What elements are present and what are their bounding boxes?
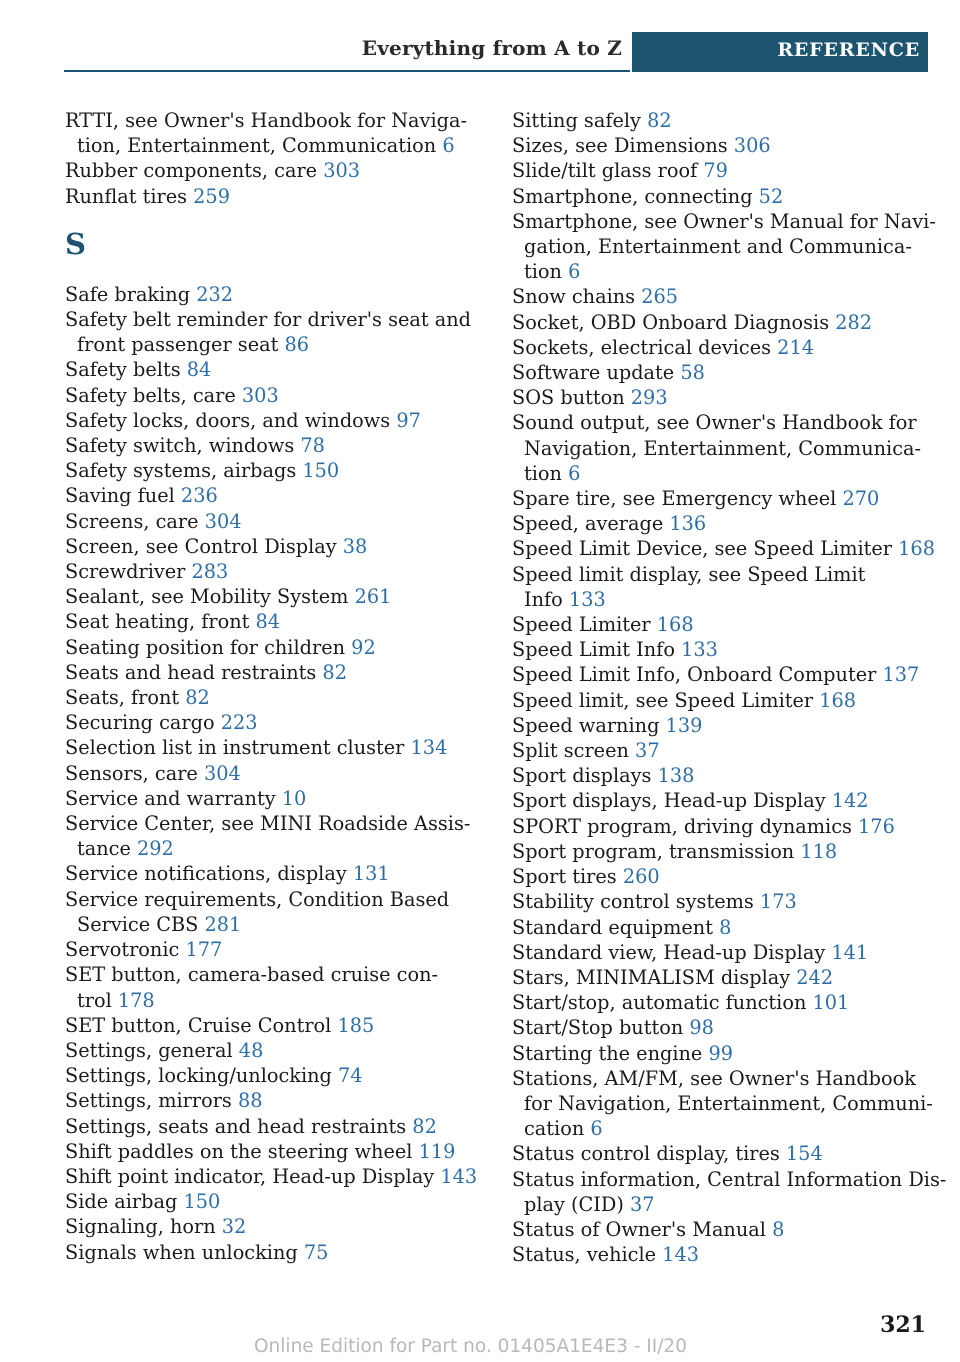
index-entry — [512, 763, 932, 788]
edition-footer: Online Edition for Part no. 01405A1E4E3 - II/20 — [254, 1336, 687, 1357]
index-entry — [512, 310, 932, 335]
page-reference-link[interactable]: 98 — [689, 1016, 714, 1040]
index-entry — [512, 612, 932, 637]
page-reference-link[interactable]: 79 — [703, 159, 728, 183]
index-entry — [512, 511, 932, 536]
entry-text: Saving fuel — [65, 484, 181, 508]
entry-text: Sport tires — [512, 865, 623, 889]
page-reference-link[interactable]: 38 — [342, 534, 368, 558]
entry-text: Socket, OBD Onboard Diagnosis — [512, 310, 836, 334]
index-entry — [65, 1013, 465, 1038]
page-reference-link[interactable]: 137 — [882, 663, 920, 687]
page-reference-link[interactable]: 8 — [772, 1217, 785, 1241]
index-entry — [512, 1015, 932, 1040]
index-entry — [512, 864, 932, 889]
entry-text: RTTI, see Owner's Handbook for Naviga- — [65, 109, 467, 132]
page-reference-link[interactable]: 292 — [137, 837, 174, 861]
entry-text: Speed, average — [512, 512, 670, 536]
entry-text: Speed Limiter — [512, 613, 657, 637]
entry-text: Slide/tilt glass roof — [512, 159, 704, 183]
index-entry — [512, 1217, 932, 1242]
index-entry — [512, 940, 932, 965]
index-entry — [65, 861, 465, 886]
entry-text: Starting the engine — [512, 1041, 709, 1065]
index-entry — [512, 284, 932, 309]
entry-text: SPORT program, driving dynamics — [512, 814, 859, 838]
index-entry — [512, 662, 932, 687]
entry-text: Securing cargo — [65, 711, 221, 735]
page-reference-link[interactable]: 150 — [302, 459, 340, 483]
entry-text: Sport program, transmission — [512, 839, 801, 863]
index-entry — [512, 990, 932, 1015]
page-reference-link[interactable]: 74 — [338, 1064, 363, 1088]
page-reference-link[interactable]: 303 — [241, 383, 279, 407]
entry-text: Status information, Central Information Dis- — [512, 1167, 947, 1191]
entry-text: Smartphone, see Owner's Manual for Navi- — [512, 209, 936, 233]
page-reference-link[interactable]: 75 — [303, 1240, 329, 1264]
entry-text: Sizes, see Dimensions — [512, 134, 734, 158]
page-reference-link[interactable]: 136 — [669, 512, 707, 536]
page-reference-link[interactable]: 168 — [819, 688, 857, 712]
page-reference-link[interactable]: 223 — [220, 711, 258, 735]
index-entry — [512, 1066, 932, 1142]
page-reference-link[interactable]: 133 — [568, 587, 606, 611]
page-reference-link[interactable]: 304 — [204, 509, 242, 533]
entry-text: Screwdriver — [65, 560, 192, 584]
index-entry — [65, 483, 465, 508]
index-entry — [512, 209, 936, 285]
page-reference-link[interactable]: 88 — [237, 1089, 263, 1113]
entry-text: Speed warning — [512, 713, 666, 737]
page-reference-link[interactable]: 6 — [442, 134, 455, 158]
entry-text: SET button, Cruise Control — [65, 1013, 338, 1037]
index-entry — [512, 410, 932, 486]
page-reference-link[interactable]: 265 — [641, 285, 679, 309]
page-reference-link[interactable]: 282 — [835, 310, 873, 334]
entry-text: Side airbag — [65, 1190, 184, 1214]
page-reference-link[interactable]: 283 — [191, 560, 229, 584]
index-entry — [65, 559, 465, 584]
entry-text: cation — [524, 1117, 591, 1141]
page-reference-link[interactable]: 84 — [186, 358, 212, 382]
page-header — [64, 32, 928, 72]
page-reference-link[interactable]: 8 — [719, 915, 732, 939]
section-title: Everything from A to Z — [361, 36, 622, 60]
entry-text: SOS button — [512, 386, 631, 410]
entry-text: Service notifications, display — [65, 862, 353, 886]
page-reference-link[interactable]: 139 — [665, 713, 703, 737]
index-entry — [65, 1189, 465, 1214]
index-entry — [512, 965, 932, 990]
page-reference-link[interactable]: 6 — [568, 260, 581, 284]
index-entry — [65, 962, 465, 1012]
entry-text: Service Center, see MINI Roadside Assis- — [65, 812, 471, 836]
page-reference-link[interactable]: 82 — [185, 686, 210, 710]
page-reference-link[interactable]: 78 — [300, 434, 325, 458]
index-entry — [512, 133, 932, 158]
page-reference-link[interactable]: 48 — [238, 1038, 264, 1062]
page-reference-link[interactable]: 261 — [354, 585, 392, 609]
index-entry — [512, 788, 932, 813]
page-reference-link[interactable]: 118 — [800, 839, 838, 863]
index-entry — [65, 735, 465, 760]
index-entry — [512, 1167, 947, 1217]
index-entry — [65, 158, 465, 183]
entry-text: Service requirements, Condition Based — [65, 887, 450, 911]
chapter-tab: REFERENCE — [632, 32, 928, 72]
entry-text: Status of Owner's Manual — [512, 1217, 773, 1241]
entry-text: Seats and head restraints — [65, 660, 323, 684]
index-entry — [65, 609, 465, 634]
page-reference-link[interactable]: 82 — [647, 109, 672, 132]
index-entry — [512, 562, 932, 612]
page-reference-link[interactable]: 214 — [777, 335, 814, 359]
index-entry — [512, 1041, 932, 1066]
entry-text: Seating position for children — [65, 635, 352, 659]
header-rule — [64, 70, 630, 72]
entry-text: Status control display, tires — [512, 1142, 786, 1166]
index-entry — [512, 688, 932, 713]
index-entry — [65, 937, 465, 962]
entry-text: Stations, AM/FM, see Owner's Handbook — [512, 1066, 916, 1090]
entry-text: Shift point indicator, Head-up Display — [65, 1164, 441, 1188]
index-column-left — [65, 108, 478, 1265]
entry-text: tance — [77, 837, 137, 861]
index-entry — [512, 158, 932, 183]
entry-text: Safe braking — [65, 282, 197, 306]
entry-text: Speed Limit Device, see Speed Limiter — [512, 537, 899, 561]
index-entry — [65, 635, 465, 660]
index-entry — [65, 1088, 465, 1113]
index-entry — [512, 486, 932, 511]
index-entry — [512, 1141, 932, 1166]
entry-text: Safety switch, windows — [65, 434, 301, 458]
index-entry — [512, 536, 935, 561]
page-reference-link[interactable]: 58 — [680, 361, 705, 385]
entry-text: tion — [524, 461, 569, 485]
page-reference-link[interactable]: 37 — [635, 739, 660, 763]
index-entry — [65, 184, 465, 209]
index-entry — [65, 108, 465, 158]
entry-text: tion, Entertainment, Communication — [77, 134, 443, 158]
index-entry — [65, 1038, 465, 1063]
index-entry — [65, 685, 465, 710]
entry-text: Settings, mirrors — [65, 1089, 238, 1113]
page-reference-link[interactable]: 304 — [203, 761, 241, 785]
index-entry — [65, 1063, 465, 1088]
entry-text: Safety systems, airbags — [65, 459, 303, 483]
page-reference-link[interactable]: 134 — [410, 736, 448, 760]
page-reference-link[interactable]: 131 — [352, 862, 390, 886]
entry-text: Signaling, horn — [65, 1215, 222, 1239]
entry-text: Service CBS — [77, 912, 205, 936]
entry-text: SET button, camera-based cruise con- — [65, 963, 439, 987]
entry-text: play (CID) — [524, 1192, 631, 1216]
entry-text: Status, vehicle — [512, 1243, 663, 1267]
entry-text: Safety belt reminder for driver's seat and — [65, 308, 472, 332]
page-reference-link[interactable]: 173 — [759, 890, 797, 914]
page-reference-link[interactable]: 6 — [568, 461, 581, 485]
page-reference-link[interactable]: 6 — [590, 1117, 603, 1141]
index-entry — [512, 385, 932, 410]
page-reference-link[interactable]: 303 — [323, 159, 361, 183]
entry-text: Safety belts — [65, 358, 187, 382]
index-column-right — [512, 108, 947, 1267]
entry-text: Sockets, electrical devices — [512, 335, 778, 359]
page-reference-link[interactable]: 133 — [681, 638, 718, 662]
index-entry — [65, 1164, 478, 1189]
index-entry — [512, 738, 932, 763]
index-entries-r — [65, 108, 465, 209]
entry-text: Speed limit display, see Speed Limit — [512, 562, 866, 586]
index-entry — [65, 887, 465, 937]
entry-text: Sealant, see Mobility System — [65, 585, 355, 609]
entry-text: Speed Limit Info, Onboard Computer — [512, 663, 883, 687]
page-reference-link[interactable]: 143 — [440, 1164, 478, 1188]
entry-text: Safety locks, doors, and windows — [65, 408, 397, 432]
entry-text: Runflat tires — [65, 184, 194, 208]
index-entry — [65, 458, 465, 483]
entry-text: Settings, general — [65, 1038, 239, 1062]
entry-text: Seat heating, front — [65, 610, 256, 634]
page-reference-link[interactable]: 82 — [412, 1114, 437, 1138]
page-reference-link[interactable]: 97 — [396, 408, 421, 432]
page-reference-link[interactable]: 99 — [708, 1041, 734, 1065]
entry-text: Selection list in instrument cluster — [65, 736, 411, 760]
page-reference-link[interactable]: 84 — [255, 610, 281, 634]
index-entry — [65, 433, 465, 458]
page-number: 321 — [880, 1312, 926, 1338]
page-reference-link[interactable]: 306 — [733, 134, 771, 158]
entry-text: Settings, seats and head restraints — [65, 1114, 413, 1138]
page-reference-link[interactable]: 293 — [630, 386, 668, 410]
entry-text: Servotronic — [65, 938, 186, 962]
entry-text: Shift paddles on the steering wheel — [65, 1139, 419, 1163]
index-entries-s-right — [512, 108, 947, 1267]
entry-text: Spare tire, see Emergency wheel — [512, 487, 843, 511]
entry-text: Navigation, Entertainment, Communica- — [524, 436, 922, 460]
entry-text: Screen, see Control Display — [65, 534, 343, 558]
index-entry — [65, 509, 465, 534]
page-reference-link[interactable]: 101 — [812, 991, 850, 1015]
index-entry — [65, 383, 465, 408]
entry-text: Rubber components, care — [65, 159, 324, 183]
page-reference-link[interactable]: 141 — [831, 940, 869, 964]
index-entry — [65, 1214, 465, 1239]
page-reference-link[interactable]: 143 — [662, 1243, 699, 1267]
page-reference-link[interactable]: 176 — [858, 814, 895, 838]
page-reference-link[interactable]: 32 — [221, 1215, 247, 1239]
index-entry — [65, 811, 471, 861]
index-entry — [512, 637, 932, 662]
index-entry — [512, 335, 932, 360]
entry-text: Seats, front — [65, 686, 186, 710]
index-entry — [65, 307, 472, 357]
entry-text: Stability control systems — [512, 890, 760, 914]
index-entry — [512, 713, 932, 738]
entry-text: Split screen — [512, 739, 636, 763]
page-reference-link[interactable]: 82 — [322, 660, 347, 684]
entry-text: Settings, locking/unlocking — [65, 1064, 339, 1088]
entry-text: Standard equipment — [512, 915, 720, 939]
entry-text: gation, Entertainment and Communica- — [524, 235, 912, 259]
index-entry — [512, 360, 932, 385]
entry-text: Sound output, see Owner's Handbook for — [512, 411, 917, 435]
index-entry — [65, 408, 465, 433]
entry-text: Smartphone, connecting — [512, 184, 759, 208]
page-reference-link[interactable]: 154 — [785, 1142, 823, 1166]
page-reference-link[interactable]: 86 — [284, 333, 310, 357]
page-reference-link[interactable]: 37 — [630, 1192, 655, 1216]
index-entry — [65, 1139, 465, 1164]
page-reference-link[interactable]: 138 — [657, 764, 695, 788]
index-entry — [65, 710, 465, 735]
page-reference-link[interactable]: 260 — [622, 865, 660, 889]
index-entry — [65, 786, 465, 811]
page-reference-link[interactable]: 92 — [351, 635, 376, 659]
section-letter: S — [65, 226, 86, 261]
index-entry — [65, 534, 465, 559]
index-entry — [65, 584, 465, 609]
page-reference-link[interactable]: 259 — [193, 184, 230, 208]
entry-text: Snow chains — [512, 285, 642, 309]
entry-text: Speed limit, see Speed Limiter — [512, 688, 820, 712]
entry-text: Sport displays, Head-up Display — [512, 789, 832, 813]
page-reference-link[interactable]: 10 — [281, 786, 307, 810]
entry-text: Start/Stop button — [512, 1016, 690, 1040]
page-reference-link[interactable]: 281 — [204, 912, 242, 936]
page-reference-link[interactable]: 52 — [758, 184, 784, 208]
index-entry — [512, 814, 932, 839]
entry-text: Sensors, care — [65, 761, 204, 785]
index-entry — [512, 1242, 932, 1267]
index-entry — [65, 282, 465, 307]
page-reference-link[interactable]: 168 — [656, 613, 694, 637]
index-entry — [512, 184, 932, 209]
page-reference-link[interactable]: 142 — [831, 789, 869, 813]
entry-text: front passenger seat — [77, 333, 285, 357]
index-entry — [512, 915, 932, 940]
page-reference-link[interactable]: 232 — [196, 282, 233, 306]
entry-text: Stars, MINIMALISM display — [512, 965, 797, 989]
page-reference-link[interactable]: 177 — [185, 938, 223, 962]
entry-text: Service and warranty — [65, 786, 282, 810]
page-reference-link[interactable]: 178 — [117, 988, 155, 1012]
page-reference-link[interactable]: 242 — [796, 965, 834, 989]
index-entry — [65, 761, 465, 786]
entry-text: trol — [77, 988, 118, 1012]
entry-text: Start/stop, automatic function — [512, 991, 813, 1015]
entry-text: Screens, care — [65, 509, 205, 533]
page-reference-link[interactable]: 185 — [337, 1013, 375, 1037]
entry-text: tion — [524, 260, 569, 284]
index-entry — [65, 357, 465, 382]
page-reference-link[interactable]: 119 — [418, 1139, 456, 1163]
entry-text: Safety belts, care — [65, 383, 242, 407]
entry-text: Sitting safely — [512, 109, 648, 132]
entry-text: for Navigation, Entertainment, Communi- — [524, 1091, 933, 1115]
index-entry — [65, 1240, 465, 1265]
index-entry — [65, 660, 465, 685]
entry-text: Info — [524, 587, 569, 611]
index-entry — [512, 108, 932, 133]
page-reference-link[interactable]: 236 — [180, 484, 218, 508]
index-entry — [512, 839, 932, 864]
entry-text: Speed Limit Info — [512, 638, 682, 662]
entry-text: Sport displays — [512, 764, 658, 788]
index-entry — [65, 1114, 465, 1139]
entry-text: Signals when unlocking — [65, 1240, 304, 1264]
index-entries-s-left — [65, 282, 478, 1265]
index-entry — [512, 889, 932, 914]
page-reference-link[interactable]: 270 — [842, 487, 880, 511]
page-reference-link[interactable]: 150 — [183, 1190, 221, 1214]
entry-text: Standard view, Head-up Display — [512, 940, 832, 964]
entry-text: Software update — [512, 361, 681, 385]
page-reference-link[interactable]: 168 — [898, 537, 935, 561]
